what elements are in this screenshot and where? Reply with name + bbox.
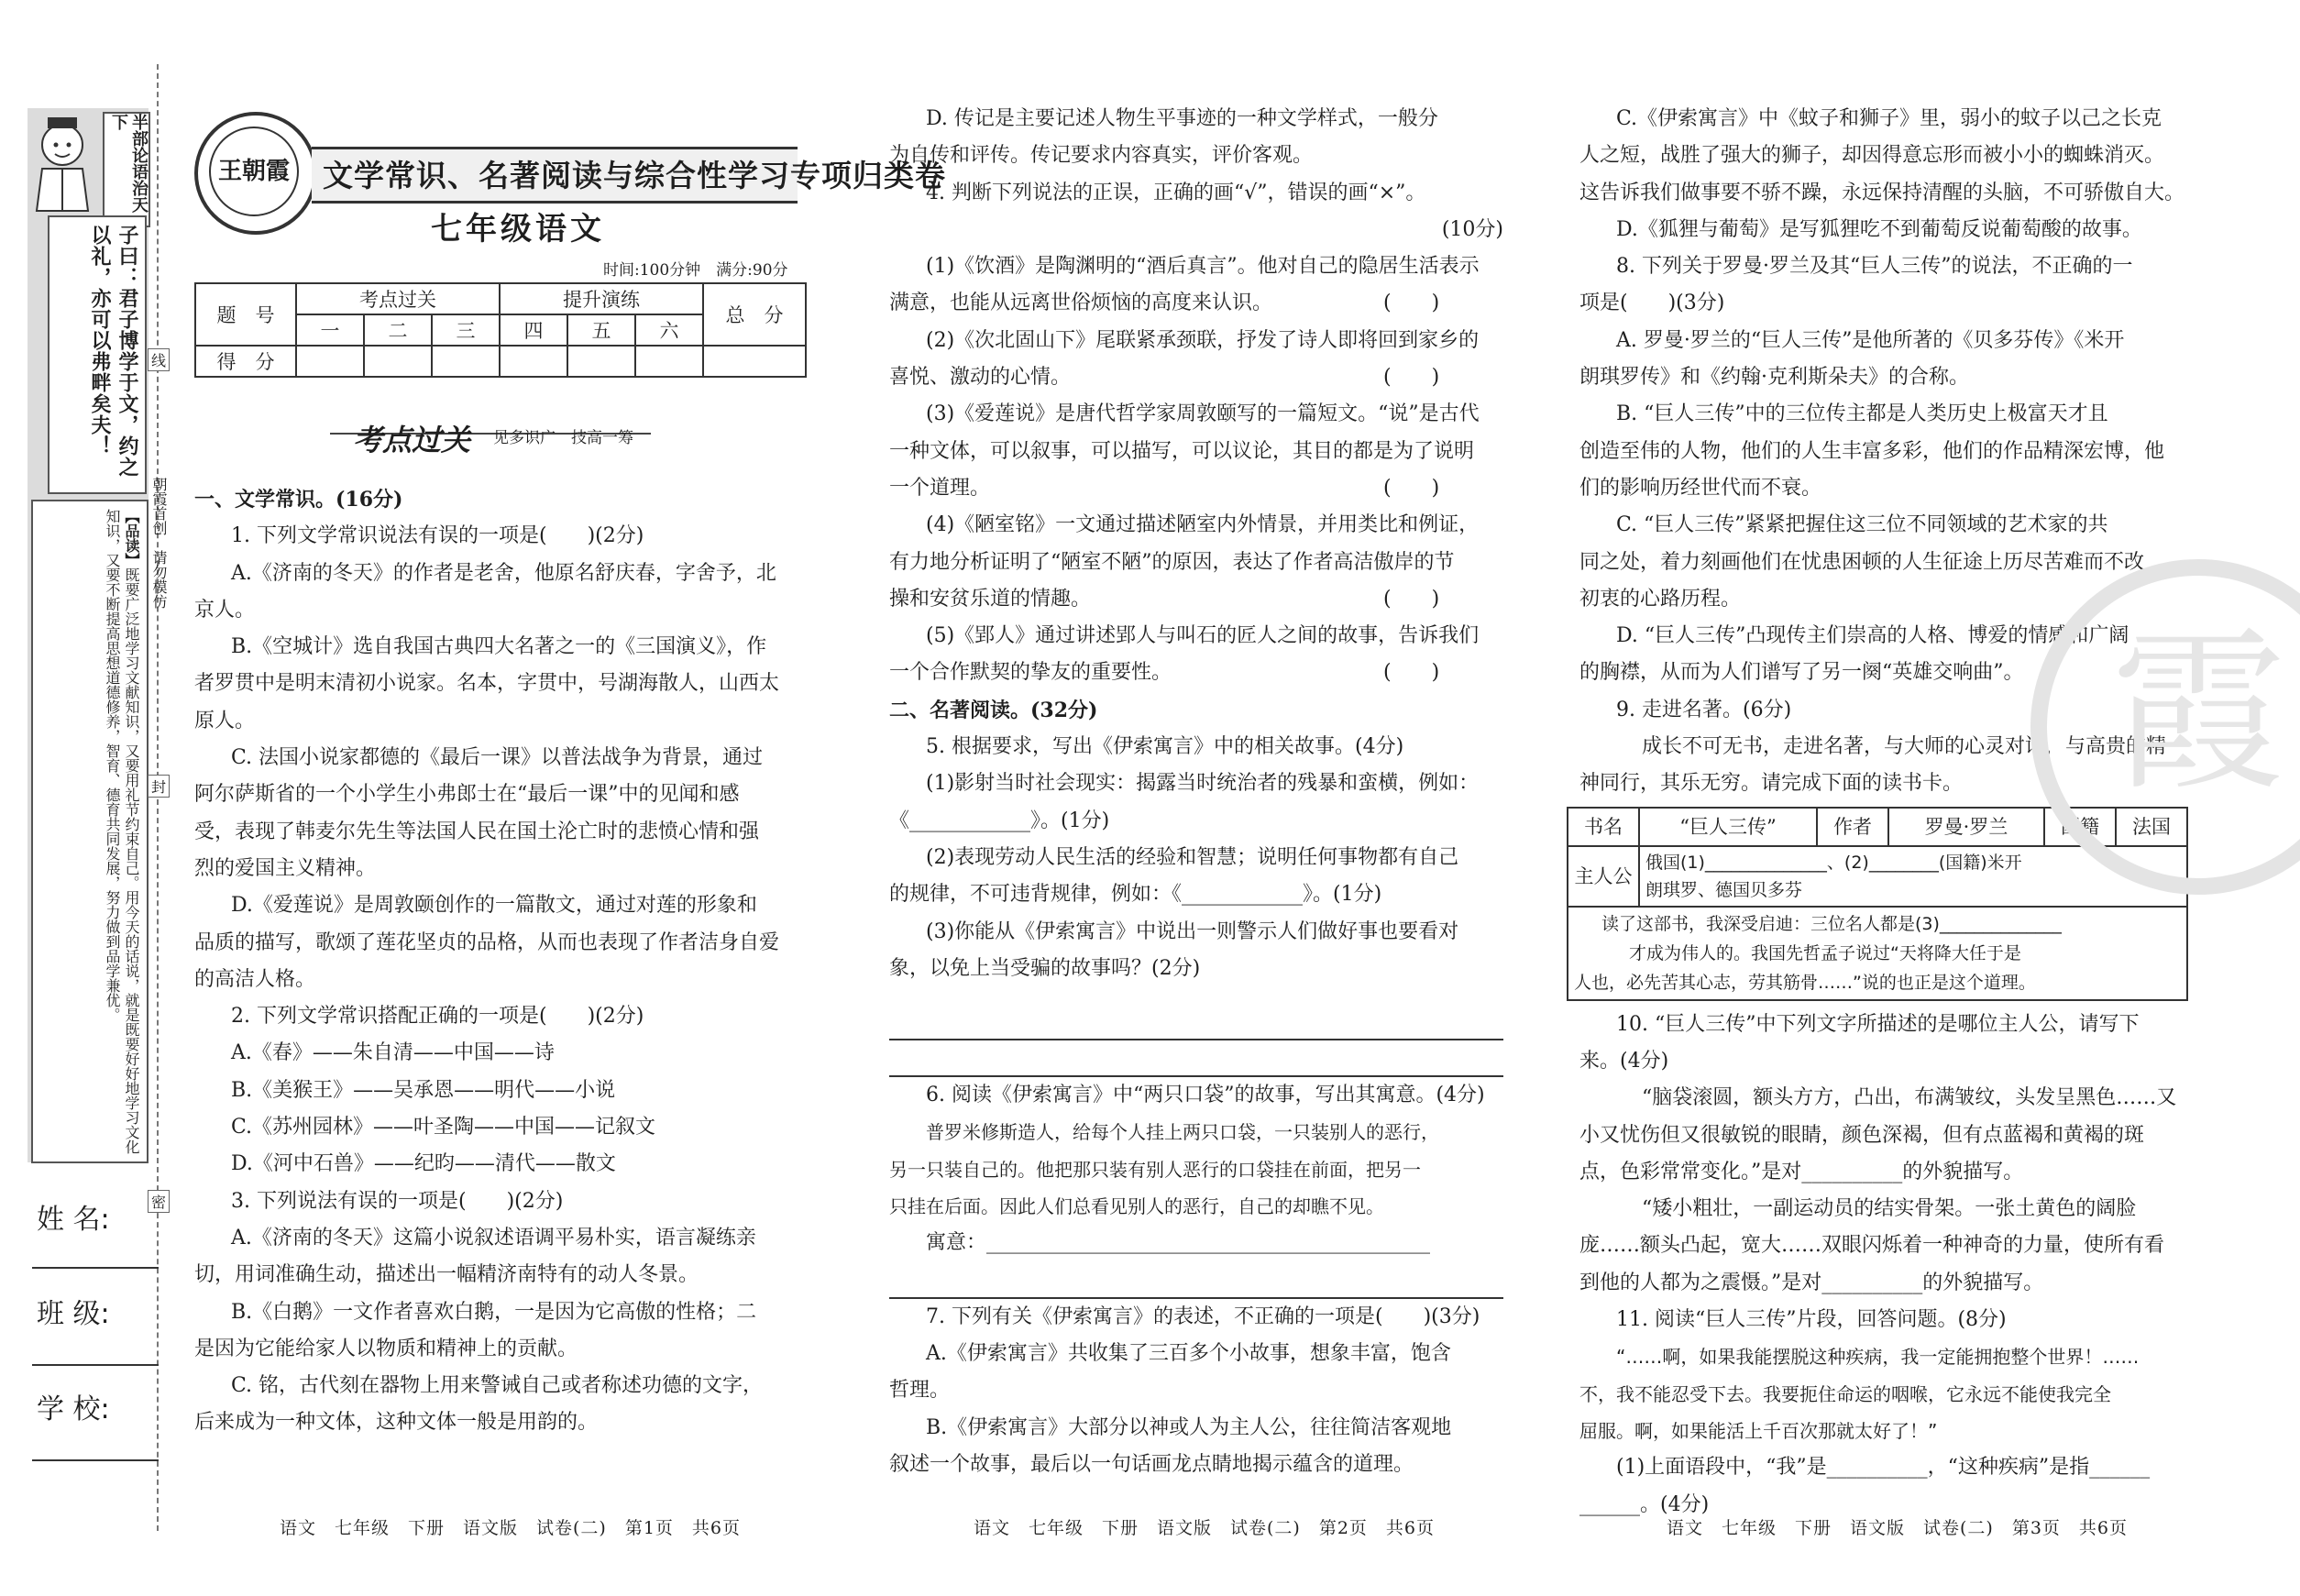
section-title: 考点过关: [353, 423, 471, 457]
text-line: (10分): [1441, 217, 1503, 241]
watermark-seal: 霞: [2030, 559, 2300, 895]
text-line: 后来成为一种文体，这种文体一般是用韵的。: [194, 1411, 599, 1435]
score-row-label: 得 分: [195, 346, 296, 377]
confucius-quote: 子曰：君子博学于文，约之以礼，亦可以弗畔矣夫！: [88, 225, 139, 478]
pindu-title: 【品读】: [123, 509, 140, 567]
text-line: (3)你能从《伊索寓言》中说出一则警示人们做好事也要看对: [926, 919, 1459, 943]
class-label: 班 级:: [37, 1298, 110, 1330]
text-line: 3. 下列说法有误的一项是( )(2分): [231, 1189, 564, 1213]
page-3-part-b: [1579, 1007, 2198, 1524]
confucius-cartoon-icon: [28, 108, 97, 218]
text-line: C.《伊索寓言》中《蚊子和狮子》里，弱小的蚊子以己之长克: [1616, 107, 2162, 130]
text-line: 不，我不能忍受下去。我要扼住命运的咽喉，它永远不能使我完全: [1579, 1382, 2111, 1405]
text-line: 有力地分析证明了“陋室不陋”的原因，表达了作者高洁傲岸的节: [889, 550, 1455, 574]
text-line: 品质的描写，歌颂了莲花坚贞的品格，从而也表现了作者洁身自爱: [194, 930, 780, 954]
score-header-total: 总 分: [703, 283, 806, 346]
text-line: 庞……额头凸起，宽大……双眼闪烁着一种神奇的力量，使所有看: [1579, 1234, 2165, 1258]
card-label-nation: 国籍: [2044, 808, 2116, 846]
text-line: (4)《陋室铭》一文通过描述陋室内外情景，并用类比和例证，: [926, 513, 1480, 537]
text-line: B.《白鹅》一文作者喜欢白鹅，一是因为它高傲的性格；二: [231, 1300, 757, 1324]
text-line: 屈服。啊，如果能活上千百次那就太好了！”: [1579, 1419, 1938, 1442]
text-line: 者罗贯中是明末清初小说家。名本，字贯中，号湖海散人，山西太: [194, 672, 780, 696]
footer-page-2: 语文 七年级 下册 语文版 试卷(二) 第2页 共6页: [974, 1518, 1436, 1538]
score-col-6: 六: [635, 314, 703, 346]
text-line: 京人。: [194, 598, 256, 622]
answer-line[interactable]: [889, 1262, 1503, 1299]
text-line: 是因为它能给家人以物质和精神上的贡献。: [194, 1337, 578, 1360]
text-line: C.《苏州园林》——叶圣陶——中国——记叙文: [231, 1116, 656, 1139]
text-line: 10. “巨人三传”中下列文字所描述的是哪位主人公，请写下: [1616, 1012, 2140, 1036]
score-col-2: 二: [364, 314, 432, 346]
text-line: 一、文学常识。(16分): [194, 488, 403, 512]
text-line: 的高洁人格。: [194, 967, 316, 991]
fold-mark-mi: 密: [148, 1190, 170, 1213]
text-line: (5)《郢人》通过讲述郢人与叫石的匠人之间的故事，告诉我们: [926, 624, 1480, 648]
card-reflection-line2: 才成为伟人的。我国先哲孟子说过“天将降大任于是: [1629, 942, 2021, 963]
text-line: 喜悦、激动的心情。 ( ): [889, 366, 1440, 390]
card-reflection-line3: 人也，必先苦其心志，劳其筋骨……”说的也正是这个道理。: [1574, 972, 2036, 993]
score-cell[interactable]: [567, 346, 635, 377]
text-line: 神同行，其乐无穷。请完成下面的读书卡。: [1579, 772, 1964, 796]
text-line: 小又忧伤但又很敏锐的眼睛，颜色深褐，但有点蓝褐和黄褐的斑: [1579, 1123, 2145, 1147]
text-line: C. 铭，古代刻在器物上用来警诫自己或者称述功德的文字，: [231, 1374, 764, 1398]
text-line: 这告诉我们做事要不骄不躁，永远保持清醒的头脑，不可骄傲自大。: [1579, 181, 2185, 204]
text-line: 朗琪罗传》和《约翰·克利斯朵夫》的合称。: [1579, 366, 1969, 390]
motto: 半部论语治天下: [103, 112, 150, 227]
answer-line[interactable]: [889, 1004, 1503, 1040]
text-line: 二、名著阅读。(32分): [889, 698, 1098, 722]
score-col-3: 三: [432, 314, 500, 346]
score-cell[interactable]: [703, 346, 806, 377]
grade-title: 七年级语文: [431, 211, 605, 248]
score-col-1: 一: [296, 314, 364, 346]
card-label-protagonist: 主人公: [1568, 846, 1639, 907]
score-header-group1: 考点过关: [296, 283, 500, 314]
text-line: 烈的爱国主义精神。: [194, 856, 377, 880]
card-value-author: 罗曼·罗兰: [1888, 808, 2044, 846]
card-label-author: 作者: [1817, 808, 1888, 846]
text-line: 6. 阅读《伊索寓言》中“两只口袋”的故事，写出其寓意。(4分): [926, 1084, 1485, 1107]
card-protagonist-line1: 俄国(1)______________、(2)________(国籍)米开: [1645, 852, 2022, 873]
text-line: 初衷的心路历程。: [1579, 587, 1742, 611]
card-reflection-line1: 读了这部书，我深受启迪：三位名人都是(3)______________: [1601, 913, 2062, 934]
text-line: ______。(4分): [1579, 1492, 1710, 1516]
score-cell[interactable]: [296, 346, 364, 377]
text-line: 1. 下列文学常识说法有误的一项是( )(2分): [231, 524, 644, 548]
footer-page-1: 语文 七年级 下册 语文版 试卷(二) 第1页 共6页: [280, 1518, 742, 1538]
exam-title: 文学常识、名著阅读与综合性学习专项归类卷: [323, 158, 946, 193]
text-line: 为自传和评传。传记要求内容真实，评价客观。: [889, 144, 1314, 168]
text-line: 一个道理。 ( ): [889, 476, 1440, 500]
school-field[interactable]: [32, 1459, 159, 1461]
text-line: 的胸襟，从而为人们谱写了另一阕“英雄交响曲”。: [1579, 661, 2024, 685]
card-value-nation: 法国: [2116, 808, 2187, 846]
score-col-5: 五: [567, 314, 635, 346]
text-line: 项是( )(3分): [1579, 292, 1725, 315]
text-line: 只挂在后面。因此人们总看见别人的恶行，自己的却瞧不见。: [889, 1195, 1384, 1218]
text-line: “……啊，如果我能摆脱这种疾病，我一定能拥抱整个世界！……: [1616, 1346, 2140, 1369]
score-col-4: 四: [500, 314, 567, 346]
text-line: 11. 阅读“巨人三传”片段，回答问题。(8分): [1616, 1308, 2007, 1332]
score-header-qnum: 题 号: [195, 283, 296, 346]
text-line: (2)《次北固山下》尾联紧承颈联，抒发了诗人即将回到家乡的: [926, 328, 1480, 352]
text-line: 到他的人都为之震慑。”是对__________的外貌描写。: [1579, 1271, 2044, 1294]
text-line: (3)《爱莲说》是唐代哲学家周敦颐写的一篇短文。“说”是古代: [926, 402, 1480, 426]
class-field[interactable]: [32, 1364, 159, 1366]
text-line: 人之短，战胜了强大的狮子，却因得意忘形而被小小的蜘蛛消灭。: [1579, 144, 2165, 168]
text-line: A.《伊索寓言》共收集了三百多个小故事，想象丰富，饱含: [926, 1341, 1451, 1365]
text-line: 受，表现了韩麦尔先生等法国人民在国土沦亡时的悲愤心情和强: [194, 820, 760, 843]
pindu-box: [31, 500, 149, 1163]
score-cell[interactable]: [364, 346, 432, 377]
text-line: C. 法国小说家都德的《最后一课》以普法战争为背景，通过: [231, 746, 764, 770]
score-cell[interactable]: [635, 346, 703, 377]
section-subtitle: 见多识广 技高一筹: [493, 429, 633, 447]
text-line: 原人。: [194, 709, 256, 732]
text-line: 阿尔萨斯省的一个小学生小弗郎士在“最后一课”中的见闻和感: [194, 783, 740, 807]
spacer: [889, 987, 1503, 1004]
name-field[interactable]: [32, 1267, 159, 1269]
text-line: 们的影响历经世代而不衰。: [1579, 476, 1822, 500]
text-line: 哲理。: [889, 1379, 951, 1403]
fold-mark-feng: 封: [148, 775, 170, 798]
score-header-group2: 提升演练: [500, 283, 703, 314]
text-line: A.《济南的冬天》这篇小说叙述语调平易朴实，语言凝练亲: [231, 1226, 756, 1249]
confucius-quote-box: [48, 215, 147, 494]
text-line: 象，以免上当受骗的故事吗？(2分): [889, 956, 1201, 980]
text-line: (1)影射当时社会现实：揭露当时统治者的残暴和蛮横，例如：: [926, 772, 1480, 796]
text-line: 普罗米修斯造人，给每个人挂上两只口袋，一只装别人的恶行，: [926, 1121, 1439, 1144]
text-line: 同之处，着力刻画他们在忧患困顿的人生征途上历尽苦难而不改: [1579, 550, 2145, 574]
text-line: 另一只装自己的。他把那只装有别人恶行的口袋挂在前面，把另一: [889, 1158, 1421, 1181]
text-line: 切，用词准确生动，描述出一幅精济南特有的动人冬景。: [194, 1263, 699, 1287]
text-line: D.《爱莲说》是周敦颐创作的一篇散文，通过对莲的形象和: [231, 894, 757, 918]
card-label-book: 书名: [1568, 808, 1639, 846]
school-label: 学 校:: [37, 1393, 110, 1425]
card-protagonist-line2: 朗琪罗、德国贝多芬: [1645, 879, 1803, 900]
text-line: (1)上面语段中，“我”是__________，“这种疾病”是指______: [1616, 1456, 2151, 1480]
text-line: D. “巨人三传”凸现传主们崇高的人格、博爱的情感和广阔: [1616, 624, 2129, 648]
text-line: (2)表现劳动人民生活的经验和智慧；说明任何事物都有自己: [926, 845, 1459, 869]
text-line: 9. 走进名著。(6分): [1616, 698, 1792, 721]
answer-line[interactable]: [889, 1040, 1503, 1077]
page-1-body: [194, 481, 809, 1442]
fold-line: [157, 64, 159, 1531]
text-line: 2. 下列文学常识搭配正确的一项是( )(2分): [231, 1005, 644, 1029]
text-line: D. 传记是主要记述人物生平事迹的一种文学样式，一般分: [926, 107, 1438, 130]
text-line: A.《济南的冬天》的作者是老舍，他原名舒庆春，字舍予，北: [231, 561, 776, 585]
text-line: 一个合作默契的挚友的重要性。 ( ): [889, 661, 1440, 685]
footer-page-3: 语文 七年级 下册 语文版 试卷(二) 第3页 共6页: [1667, 1518, 2129, 1538]
score-table: [194, 282, 807, 378]
text-line: 7. 下列有关《伊索寓言》的表述，不正确的一项是( )(3分): [926, 1304, 1480, 1328]
text-line: “矮小粗壮，一副运动员的结实骨架。一张土黄色的阔脸: [1642, 1197, 2137, 1221]
text-line: 满意，也能从远离世俗烦恼的高度来认识。 ( ): [889, 292, 1440, 315]
pindu-content: [103, 509, 141, 1154]
text-line: D.《狐狸与葡萄》是写狐狸吃不到葡萄反说葡萄酸的故事。: [1616, 217, 2142, 241]
card-value-book: “巨人三传”: [1639, 808, 1817, 846]
text-line: 叙述一个故事，最后以一句话画龙点睛地揭示蕴含的道理。: [889, 1452, 1414, 1476]
text-line: A. 罗曼·罗兰的“巨人三传”是他所著的《贝多芬传》《米开: [1616, 328, 2125, 352]
score-cell[interactable]: [500, 346, 567, 377]
text-line: B.《美猴王》——吴承恩——明代——小说: [231, 1078, 616, 1102]
fold-mark-xian: 线: [148, 348, 170, 371]
publisher-logo: [194, 112, 317, 235]
time-info: 时间:100分钟 满分:90分: [603, 261, 788, 280]
text-line: 寓意：____________________________________________: [926, 1231, 1431, 1255]
card-reflection-cell[interactable]: [1568, 907, 2187, 1000]
text-line: 的规律，不可违背规律，例如：《____________》。(1分): [889, 883, 1382, 907]
text-line: 创造至伟的人物，他们的人生丰富多彩，他们的作品精深宏博，他: [1579, 439, 2165, 463]
page-2-body: [889, 101, 1503, 1483]
text-line: B.《伊索寓言》大部分以神或人为主人公，往往简洁客观地: [926, 1415, 1452, 1439]
text-line: A.《春》——朱自清——中国——诗: [231, 1041, 555, 1065]
logo-text: 王朝霞: [209, 127, 299, 216]
text-line: C. “巨人三传”紧紧把握住这三位不同领域的艺术家的共: [1616, 513, 2108, 537]
text-line: 成长不可无书，走进名著，与大师的心灵对话，与高贵的精: [1642, 735, 2167, 759]
text-line: B. “巨人三传”中的三位传主都是人类历史上极富天才且: [1616, 402, 2108, 426]
text-line: 一种文体，可以叙事，可以描写，可以议论，其目的都是为了说明: [889, 439, 1475, 463]
text-line: 8. 下列关于罗曼·罗兰及其“巨人三传”的说法，不正确的一: [1616, 255, 2133, 279]
text-line: 5. 根据要求，写出《伊索寓言》中的相关故事。(4分): [926, 735, 1404, 759]
copyright-note: 朝霞首创 请勿模仿: [150, 477, 168, 609]
text-line: 4. 判断下列说法的正误，正确的画“√”，错误的画“×”。: [926, 181, 1426, 204]
text-line: 来。(4分): [1579, 1049, 1669, 1073]
score-cell[interactable]: [432, 346, 500, 377]
text-line: B.《空城计》选自我国古典四大名著之一的《三国演义》，作: [231, 635, 767, 659]
text-line: “脑袋滚圆，额头方方，凸出，布满皱纹，头发呈黑色……又: [1642, 1086, 2177, 1110]
name-label: 姓 名:: [37, 1204, 110, 1236]
text-line: 操和安贫乐道的情趣。 ( ): [889, 587, 1440, 611]
text-line: (1)《饮酒》是陶渊明的“酒后真言”。他对自己的隐居生活表示: [926, 255, 1480, 279]
text-line: 《____________》。(1分): [889, 809, 1110, 832]
text-line: 点，色彩常常变化。”是对__________的外貌描写。: [1579, 1160, 2024, 1183]
pindu-text: 既要广泛地学习文献知识，又要用礼节约束自己。用今天的话说，就是既要好好地学习文化知识，又要不断提高思想道德修养，智育、德育共同发展，努力做到品学兼优。: [104, 509, 140, 1154]
text-line: D.《河中石兽》——纪昀——清代——散文: [231, 1152, 616, 1176]
